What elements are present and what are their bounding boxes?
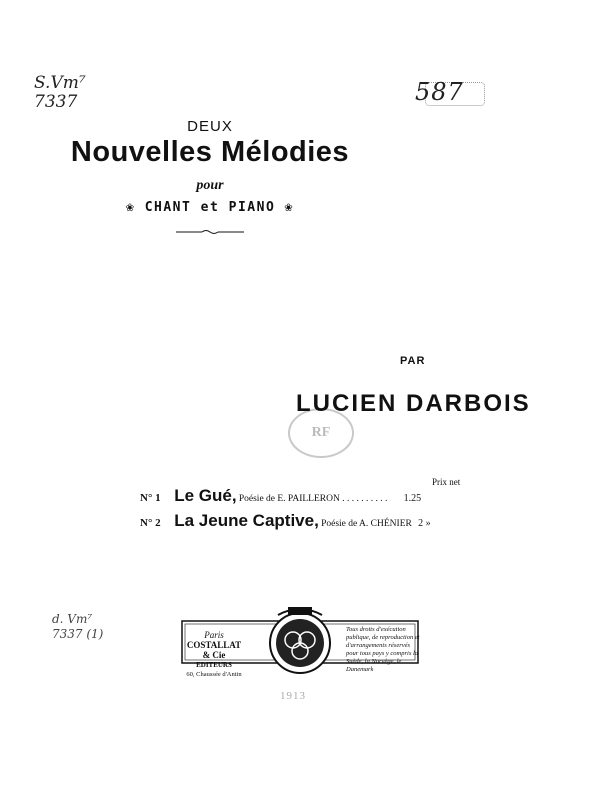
shelfmark-left-line1: S.Vm⁷ [34,73,86,93]
ornament-right-icon: ❀ [275,200,294,215]
ornament-left-icon: ❀ [126,200,145,215]
song-title: La Jeune Captive, [174,511,319,530]
song-price: 1.25 [403,493,422,504]
publisher-name: COSTALLAT & Cie [186,640,242,660]
title-pour: pour [196,178,224,193]
song-number: N° 1 [140,492,161,504]
publisher-rights: Tous droits d'exécution publique, de reproduction et d'arrangements réservés pour tous pays y compris la Suède, la Norvège, le Danemark [346,626,420,673]
par-label: PAR [400,355,426,367]
song-price: 2 » [418,518,431,529]
instrumentation-line [0,200,420,215]
title-deux: DEUX [187,118,233,135]
publisher-info [183,630,245,680]
margin-note [52,612,103,642]
library-stamp: RF [288,408,354,458]
page-title: Nouvelles Mélodies [70,136,350,168]
dot-leader: . . . . . . . . . . [339,494,388,504]
song-item-2 [140,511,431,531]
composer-name: LUCIEN DARBOIS [296,390,531,417]
margin-note-line1: d. Vm⁷ [52,612,93,626]
instrumentation-text: CHANT et PIANO [144,200,276,215]
year-stamp: 1913 [280,690,306,702]
song-title: Le Gué, [174,486,237,505]
publisher-address: 60, Chaussée d'Antin [186,671,242,678]
shelfmark-right: 587 [415,78,464,106]
shelfmark-left-line2: 7337 [34,92,78,112]
song-item-1 [140,486,421,506]
publisher-city: Paris [204,630,224,640]
song-number: N° 2 [140,517,161,529]
price-header: Prix net [432,477,461,487]
margin-note-line2: 7337 (1) [52,627,104,641]
song-poet: Poésie de A. CHÉNIER [321,519,412,529]
shelfmark-left [34,74,86,112]
flourish-divider-icon [176,229,244,235]
publisher-role: EDITEURS [196,661,232,669]
song-poet: Poésie de E. PAILLERON [238,494,340,504]
